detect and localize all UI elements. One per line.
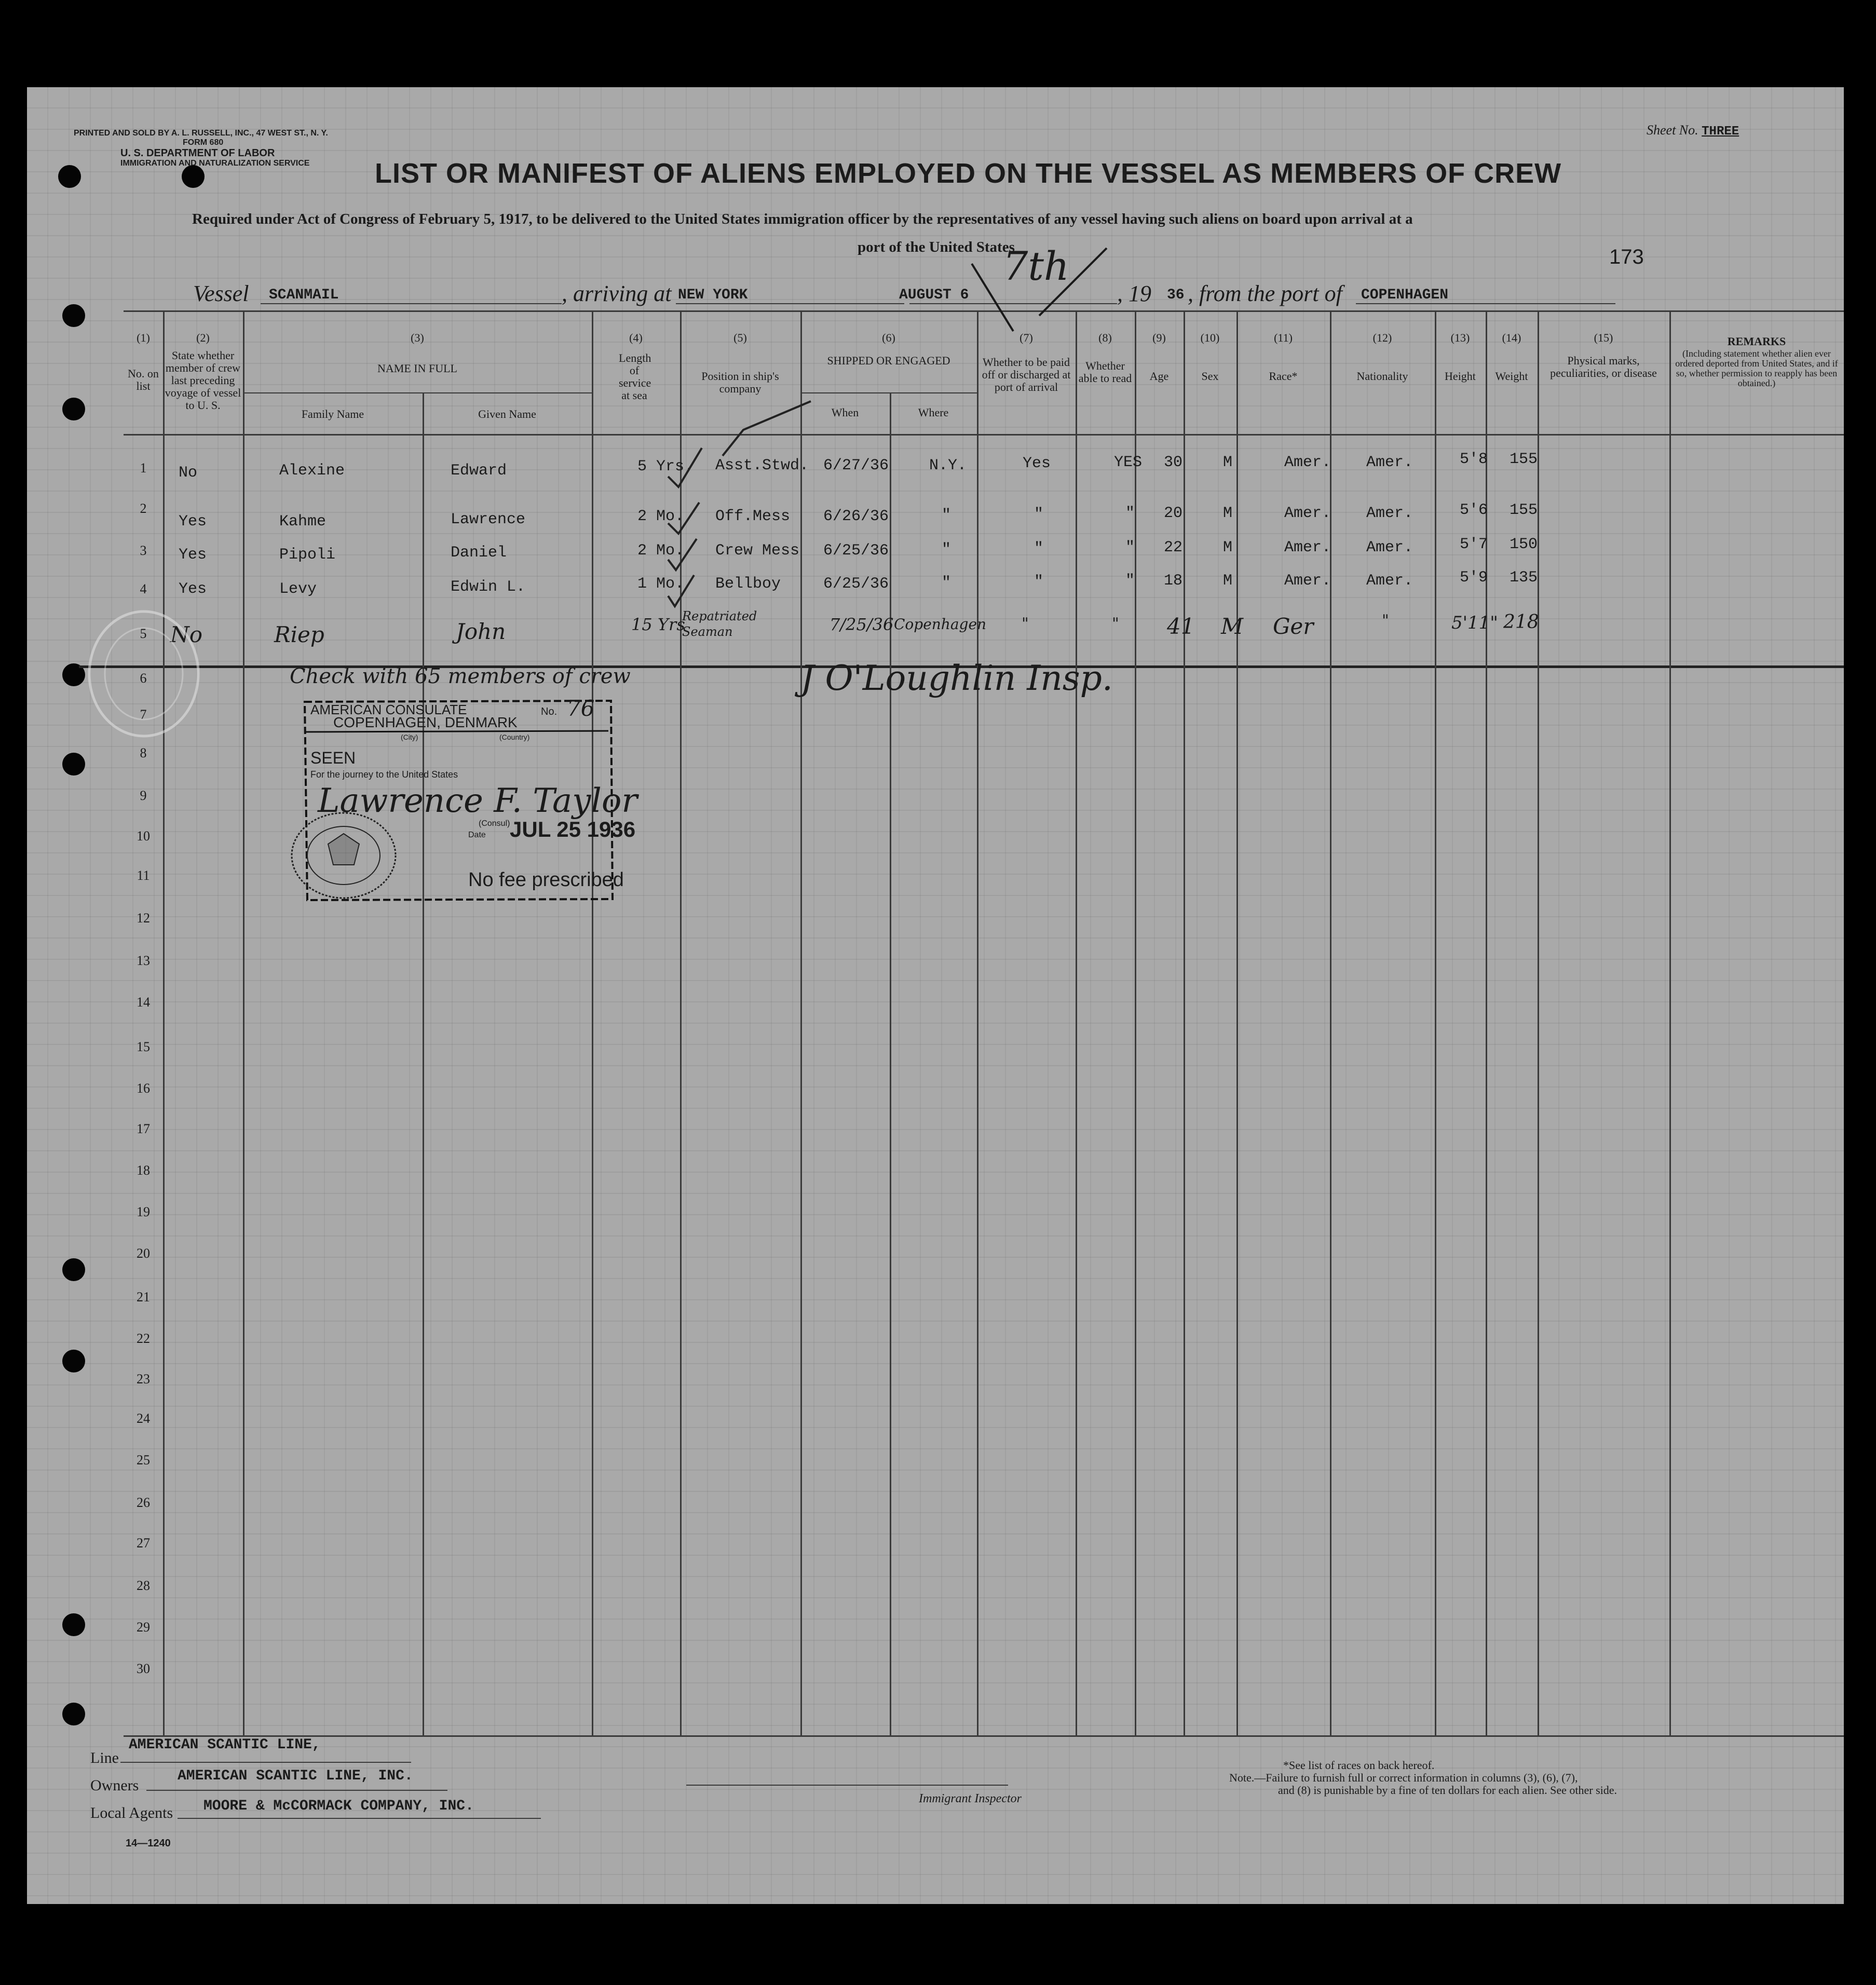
- header-shipped-or-engaged: SHIPPED OR ENGAGED: [827, 354, 950, 367]
- col-num-5: (5): [733, 331, 747, 344]
- row-number: 24: [137, 1411, 150, 1426]
- col-num-12: (12): [1372, 331, 1392, 344]
- col-num-3: (3): [411, 331, 424, 344]
- row-number: 3: [140, 543, 147, 558]
- col-rule: [1435, 310, 1436, 1735]
- consulate-stamp: [302, 696, 637, 901]
- header-weight: Weight: [1495, 370, 1528, 383]
- header-paid-off: Whether to be paid off or discharged at port of arrival: [982, 356, 1071, 393]
- cell-service: 15 Yrs: [631, 615, 685, 634]
- line-label: Line: [90, 1749, 119, 1766]
- subheader-rule-shipped: [800, 392, 977, 393]
- header-sex: Sex: [1201, 370, 1219, 383]
- owners-label: Owners: [90, 1777, 139, 1794]
- cell-when: 7/25/36: [830, 615, 894, 634]
- cell-able-to-read: ": [1125, 505, 1135, 522]
- date-value: AUGUST 6: [899, 287, 969, 303]
- cell-when: 6/25/36: [823, 542, 889, 560]
- punch-hole: [62, 753, 85, 776]
- col-rule: [1669, 310, 1671, 1735]
- cell-race: Amer.: [1284, 454, 1331, 471]
- header-no-on-list: No. on list: [128, 367, 159, 392]
- cell-nationality: Amer.: [1366, 572, 1413, 590]
- header-height: Height: [1445, 370, 1476, 383]
- header-position: Position in ship's company: [701, 370, 779, 395]
- cell-family-name: Levy: [279, 580, 317, 598]
- col-num-13: (13): [1450, 331, 1470, 344]
- sheet-no: [1647, 123, 1739, 139]
- cell-family-name: Kahme: [279, 513, 327, 531]
- printer-line: PRINTED AND SOLD BY A. L. RUSSELL, INC., 47 WEST ST., N. Y.: [74, 129, 328, 138]
- date-handwritten: 7th: [1003, 243, 1069, 289]
- row-number: 14: [137, 995, 150, 1010]
- cell-sex: M: [1223, 572, 1233, 590]
- vessel-label: Vessel: [193, 281, 249, 306]
- inspector-label: Immigrant Inspector: [919, 1792, 1022, 1805]
- row-number: 12: [137, 910, 150, 926]
- vessel-underline: [261, 303, 562, 304]
- from-underline: [1356, 303, 1615, 304]
- cell-service: 5 Yrs.: [637, 458, 694, 475]
- owners-value: AMERICAN SCANTIC LINE, INC.: [178, 1768, 413, 1784]
- cell-where: ": [942, 574, 951, 592]
- header-race: Race*: [1269, 370, 1298, 383]
- row-number: 30: [137, 1661, 150, 1676]
- stamp-fee: No fee prescribed: [468, 869, 624, 891]
- subtitle: Required under Act of Congress of February 5, 1917, to be delivered to the United States immigration officer by the representatives of any vessel having such aliens on board upon arrival at a: [192, 211, 1413, 227]
- form-number: FORM 680: [183, 138, 224, 147]
- row-number: 21: [137, 1289, 150, 1304]
- row-number: 20: [137, 1246, 150, 1261]
- cell-age: 20: [1164, 505, 1183, 522]
- col-rule: [1486, 310, 1487, 1735]
- cell-family-name: Pipoli: [279, 546, 336, 564]
- embossed-seal-icon: [84, 606, 203, 741]
- header-nationality: Nationality: [1356, 370, 1408, 383]
- cell-paid-off: ": [1034, 573, 1044, 591]
- header-physical-marks: Physical marks, peculiarities, or disease: [1550, 354, 1657, 379]
- cell-sex: M: [1223, 539, 1233, 556]
- cell-when: 6/27/36: [823, 457, 889, 474]
- stamp-city: COPENHAGEN, DENMARK: [333, 714, 518, 730]
- cell-service: 2 Mo.: [637, 508, 685, 525]
- col-num-14: (14): [1502, 331, 1521, 344]
- col-num-11: (11): [1274, 331, 1293, 344]
- cell-previous-voyage: Yes: [179, 580, 207, 598]
- cell-where: N.Y.: [929, 457, 967, 474]
- arriving-label: , arriving at: [562, 281, 672, 306]
- row-number: 13: [137, 953, 150, 968]
- stamp-consulate: AMERICAN CONSULATE: [310, 702, 467, 717]
- stamp-no-label: No.: [541, 706, 558, 717]
- inspector-signature-line: [686, 1785, 1008, 1786]
- stamp-seen: SEEN: [310, 749, 356, 767]
- year-value: 36: [1167, 287, 1185, 303]
- stamp-consul-label: (Consul): [479, 819, 510, 828]
- row-number: 8: [140, 745, 147, 760]
- from-value: COPENHAGEN: [1361, 287, 1449, 303]
- stamp-consul-signature: Lawrence F. Taylor: [318, 782, 637, 820]
- cell-paid-off: Yes: [1023, 455, 1051, 472]
- cell-previous-voyage: No: [170, 622, 203, 647]
- cell-where: ": [942, 507, 951, 524]
- cell-race: Amer.: [1284, 572, 1331, 590]
- cell-when: 6/26/36: [823, 508, 889, 525]
- col-rule: [163, 310, 165, 1735]
- row-number: 5: [140, 626, 147, 641]
- row-number: 17: [137, 1121, 150, 1136]
- form-code: 14—1240: [126, 1838, 171, 1849]
- service: IMMIGRATION AND NATURALIZATION SERVICE: [120, 159, 310, 168]
- date-flourish-icon: [951, 243, 1138, 336]
- subtitle-2: port of the United States: [858, 239, 1015, 255]
- page-number: 173: [1609, 246, 1644, 268]
- cell-race: Amer.: [1284, 539, 1331, 556]
- cell-nationality: Amer.: [1366, 505, 1413, 522]
- cell-nationality: Amer.: [1366, 539, 1413, 556]
- cell-age: 41: [1167, 614, 1195, 639]
- inspector-signature: J O'Loughlin Insp.: [800, 658, 1113, 698]
- cell-previous-voyage: Yes: [179, 546, 207, 564]
- subheader-rule-name: [243, 392, 592, 393]
- col-num-2: (2): [196, 331, 210, 344]
- punch-hole: [62, 398, 85, 420]
- agents-label: Local Agents: [90, 1804, 173, 1821]
- cell-race: Ger: [1273, 614, 1314, 639]
- cell-nationality: Amer.: [1366, 454, 1413, 471]
- punch-hole: [62, 1703, 85, 1725]
- cell-nationality: ": [1382, 611, 1389, 630]
- punch-hole: [58, 165, 81, 188]
- row-number: 23: [137, 1371, 150, 1386]
- header-length-of-service: Length of service at sea: [619, 351, 651, 402]
- header-able-to-read: Whether able to read: [1078, 359, 1132, 385]
- col-num-8: (8): [1098, 331, 1112, 344]
- see-list-note: *See list of races on back hereof.: [1283, 1759, 1435, 1772]
- header-when: When: [831, 406, 859, 419]
- cell-given-name: Edwin L.: [451, 578, 526, 596]
- header-previous-voyage: State whether member of crew last preceding voyage of vessel to U. S.: [165, 349, 241, 412]
- cell-when: 6/25/36: [823, 575, 889, 593]
- stamp-date-label: Date: [468, 831, 486, 839]
- cell-position: Repatriated Seaman: [682, 609, 757, 639]
- cell-age: 22: [1164, 539, 1183, 556]
- header-where: Where: [918, 406, 949, 419]
- cell-paid-off: ": [1034, 506, 1044, 523]
- col-rule: [977, 310, 978, 1735]
- sheet-no-value: THREE: [1702, 125, 1739, 139]
- from-label: , from the port of: [1188, 281, 1342, 306]
- header-remarks: REMARKS: [1727, 335, 1786, 348]
- page-title: LIST OR MANIFEST OF ALIENS EMPLOYED ON THE VESSEL AS MEMBERS OF CREW: [375, 158, 1562, 189]
- col-rule: [1538, 310, 1539, 1735]
- sheet-no-label: Sheet No.: [1647, 123, 1698, 138]
- row-number: 10: [137, 828, 150, 844]
- col-rule: [1135, 310, 1136, 1735]
- cell-height: 5'8: [1460, 451, 1488, 468]
- footer-top-rule: [124, 1735, 1844, 1737]
- cell-age: 18: [1164, 572, 1183, 590]
- row-number: 4: [140, 581, 147, 596]
- cell-service: 2 Mo.: [637, 542, 685, 560]
- cell-weight: 155: [1510, 501, 1538, 519]
- cell-able-to-read: ": [1125, 572, 1135, 590]
- row-number: 29: [137, 1620, 150, 1635]
- col-num-9: (9): [1152, 331, 1166, 344]
- stamp-date: JUL 25 1936: [510, 817, 636, 841]
- col-num-1: (1): [137, 331, 150, 344]
- row-number: 16: [137, 1081, 150, 1096]
- row-number: 2: [140, 501, 147, 516]
- row-number: 11: [137, 868, 150, 883]
- row-number: 22: [137, 1331, 150, 1346]
- cell-able-to-read: ": [1112, 615, 1119, 633]
- cell-family-name: Alexine: [279, 462, 345, 480]
- col-rule: [592, 310, 593, 1735]
- cell-position: Asst.Stwd.: [715, 457, 809, 474]
- row-number: 6: [140, 671, 147, 686]
- cell-paid-off: ": [1034, 540, 1044, 558]
- header-family-name: Family Name: [301, 407, 364, 420]
- row-number: 19: [137, 1204, 150, 1219]
- col-num-4: (4): [629, 331, 643, 344]
- cell-position: Crew Mess: [715, 542, 800, 560]
- agents-value: MOORE & McCORMACK COMPANY, INC.: [203, 1798, 474, 1814]
- punch-hole: [62, 304, 85, 327]
- col-rule: [1076, 310, 1077, 1735]
- col-rule: [890, 392, 891, 1735]
- vessel-value: SCANMAIL: [269, 287, 339, 303]
- fine-note-1: Note.—Failure to furnish full or correct information in columns (3), (6), (7),: [1229, 1771, 1578, 1784]
- punch-hole: [182, 165, 205, 188]
- header-name-in-full: NAME IN FULL: [377, 362, 457, 375]
- row-number: 9: [140, 788, 147, 803]
- cell-weight: 135: [1510, 569, 1538, 587]
- cell-where: Copenhagen: [894, 616, 987, 633]
- cell-paid-off: ": [1022, 615, 1029, 633]
- cell-position: Off.Mess: [715, 508, 791, 525]
- cell-race: Amer.: [1284, 505, 1331, 522]
- manifest-sheet: [27, 87, 1844, 1904]
- header-age: Age: [1149, 370, 1169, 383]
- cell-sex: M: [1223, 505, 1233, 522]
- crew-check-annotation: Check with 65 members of crew: [290, 664, 631, 688]
- cell-height: 5'7: [1460, 536, 1488, 553]
- stamp-journey: For the journey to the United States: [310, 769, 458, 780]
- col-num-10: (10): [1200, 331, 1220, 344]
- col-rule: [1184, 310, 1185, 1735]
- check-mark-icon: [717, 399, 821, 461]
- col-rule: [423, 392, 424, 1735]
- row-number: 7: [140, 707, 147, 722]
- col-rule: [243, 310, 244, 1735]
- row-number: 15: [137, 1039, 150, 1054]
- row-number: 25: [137, 1452, 150, 1467]
- stamp-city-label: (City): [401, 733, 418, 741]
- fine-note-2: and (8) is punishable by a fine of ten dollars for each alien. See other side.: [1278, 1784, 1617, 1797]
- line-underline: [120, 1762, 411, 1763]
- cell-service: 1 Mo.: [637, 575, 685, 593]
- cell-sex: M: [1221, 614, 1244, 639]
- cell-age: 30: [1164, 454, 1183, 471]
- agents-underline: [178, 1818, 541, 1819]
- header-bottom-rule: [124, 434, 1844, 436]
- cell-able-to-read: ": [1125, 539, 1135, 556]
- cell-family-name: Riep: [274, 622, 324, 647]
- header-given-name: Given Name: [478, 407, 536, 420]
- col-num-6: (6): [882, 331, 895, 344]
- cell-given-name: Lawrence: [451, 511, 526, 528]
- cell-given-name: Daniel: [451, 544, 507, 562]
- cell-where: ": [942, 541, 951, 559]
- cell-previous-voyage: Yes: [179, 513, 207, 531]
- cell-height: 5'6: [1460, 501, 1488, 519]
- row-number: 1: [140, 460, 147, 475]
- stamp-no-value: 76: [567, 696, 595, 721]
- row-number: 27: [137, 1535, 150, 1551]
- cell-given-name: John: [456, 619, 506, 644]
- owners-underline: [146, 1790, 447, 1791]
- header-remarks-note: (Including statement whether alien ever ordered deported from United States, and if so, whether permission to reapply has been obtained.): [1675, 348, 1838, 388]
- col-rule: [1236, 310, 1238, 1735]
- cell-given-name: Edward: [451, 462, 507, 480]
- stamp-country-label: (Country): [499, 733, 530, 741]
- row-number: 18: [137, 1163, 150, 1178]
- col-rule: [800, 310, 802, 1735]
- col-rule: [1330, 310, 1331, 1735]
- cell-previous-voyage: No: [179, 464, 198, 482]
- cell-able-to-read: YES: [1114, 454, 1143, 471]
- row-number: 28: [137, 1578, 150, 1593]
- year-label: , 19: [1117, 281, 1151, 306]
- punch-hole: [62, 1258, 85, 1281]
- cell-weight: 150: [1510, 536, 1538, 553]
- cell-sex: M: [1223, 454, 1233, 471]
- punch-hole: [62, 1350, 85, 1372]
- consulate-seal-icon: [287, 808, 406, 901]
- cell-height: 5'11": [1451, 613, 1498, 633]
- check-mark-icon: [665, 445, 728, 632]
- row-number: 26: [137, 1495, 150, 1510]
- col-num-7: (7): [1019, 331, 1033, 344]
- line-value: AMERICAN SCANTIC LINE,: [129, 1737, 321, 1753]
- arriving-underline: [676, 303, 904, 304]
- cell-weight: 155: [1510, 451, 1538, 468]
- cell-weight: 218: [1503, 611, 1539, 633]
- cell-height: 5'9: [1460, 569, 1488, 587]
- arriving-value: NEW YORK: [678, 287, 748, 303]
- department: U. S. DEPARTMENT OF LABOR: [120, 147, 275, 159]
- cell-position: Bellboy: [715, 575, 781, 593]
- col-num-15: (15): [1594, 331, 1613, 344]
- punch-hole: [62, 1613, 85, 1636]
